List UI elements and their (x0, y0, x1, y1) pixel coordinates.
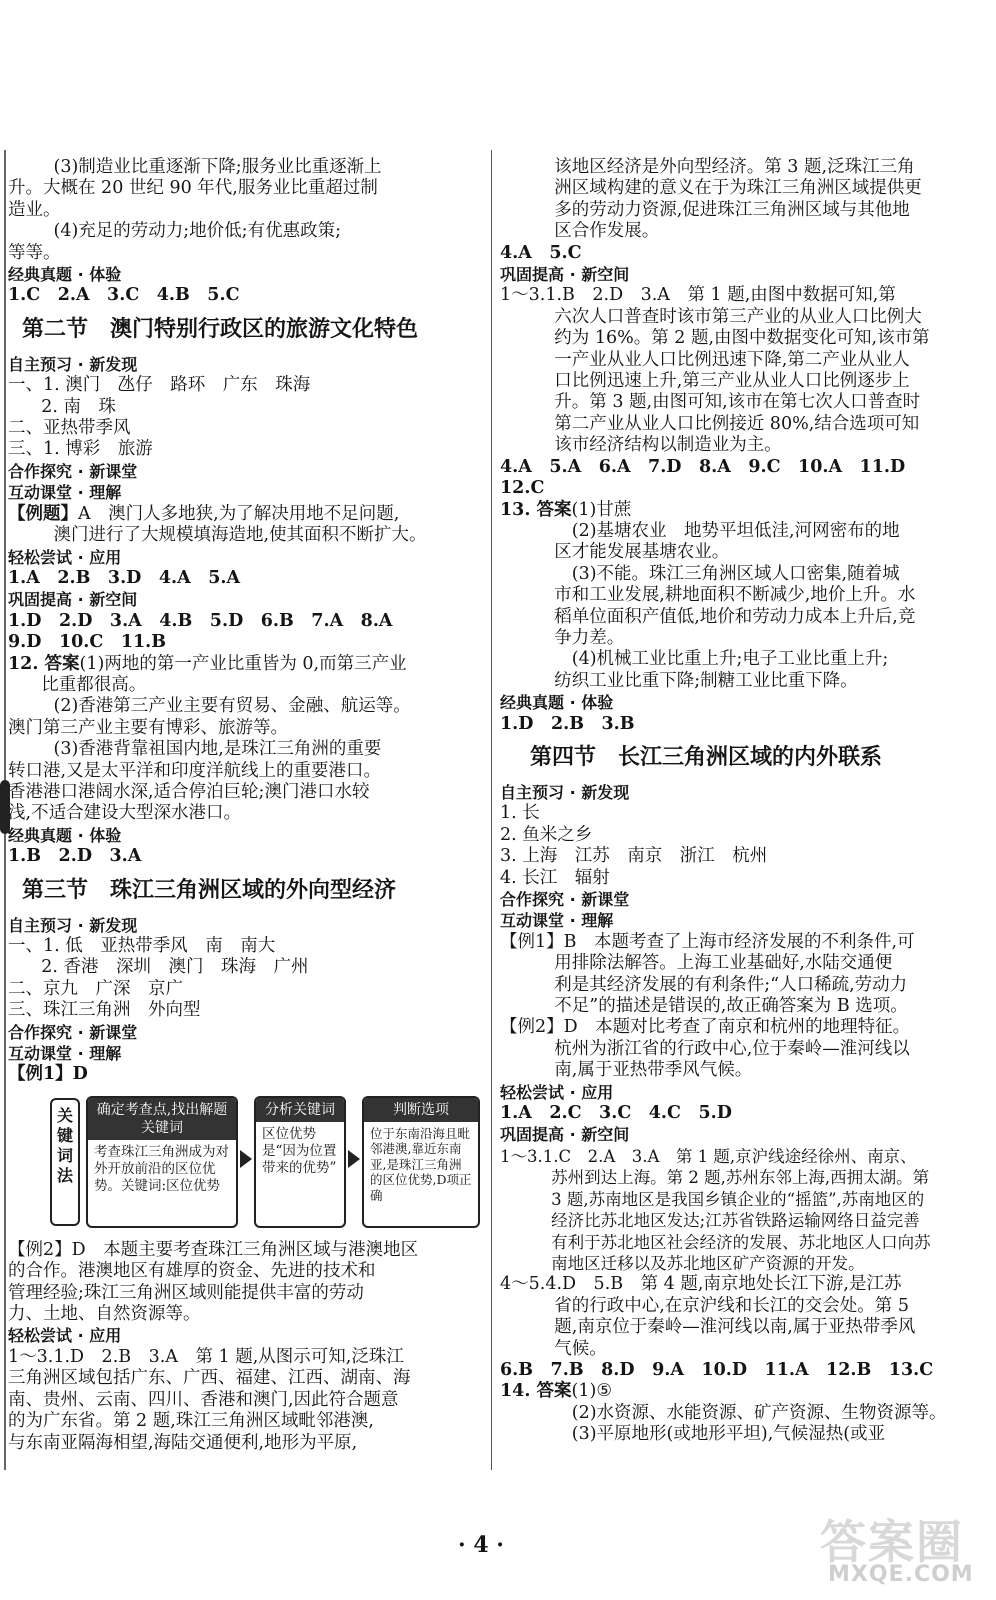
side-char: 词 (56, 1145, 73, 1165)
text-line: 区合作发展。 (554, 221, 660, 242)
text-line: 六次人口普查时该市第三产业的从业人口比例大 (554, 306, 922, 327)
text-line: 1～3.1.C 2.A 3.A 第 1 题,京沪线途经徐州、南京、 (500, 1146, 917, 1166)
section-label: 互动课堂 · 理解 (8, 483, 122, 503)
text-line: 浅,不适合建设大型深水港口。 (8, 803, 242, 824)
text-line: (3)制造业比重逐渐下降;服务业比重逐渐上 (53, 157, 382, 177)
answer-line: 1.A 2.B 3.D 4.A 5.A (8, 567, 241, 588)
text-line: 2. 香港 深圳 澳门 珠海 广州 (41, 957, 309, 978)
answer-line: 4.A 5.A 6.A 7.D 8.A 9.C 10.A 11.D (500, 456, 906, 477)
text-line: 3. 上海 江苏 南京 浙江 杭州 (500, 846, 768, 867)
step-3-body: 位于东南沿海且毗邻港澳,靠近东南亚,是珠江三角洲的区位优势,D项正确 (370, 1125, 472, 1203)
answer-line: 1.C 2.A 3.C 4.B 5.C (8, 285, 240, 306)
text-line: (2)水资源、水能资源、矿产资源、生物资源等。 (571, 1402, 947, 1423)
section-label: 经典真题 · 体验 (8, 265, 122, 285)
section-label: 巩固提高 · 新空间 (8, 590, 138, 610)
side-char: 关 (56, 1105, 73, 1125)
text-line: 气候。 (554, 1338, 607, 1359)
section-label: 轻松尝试 · 应用 (8, 547, 122, 567)
text-line: 第二产业从业人口比例接近 80%,结合选项可知 (554, 413, 920, 434)
answer-line: 1.B 2.D 3.A (8, 846, 142, 867)
step-2-body: 区位优势是“因为位置带来的优势” (262, 1125, 337, 1176)
example-line: 【例1】D (8, 1064, 88, 1085)
arrow-icon (348, 1150, 360, 1168)
text-line: 一、1. 低 亚热带季风 南 南大 (8, 936, 276, 956)
example-tag: 【例题】 (8, 503, 78, 524)
text-line: 争力差。 (554, 627, 625, 648)
text-line: 口比例迅速上升,第三产业从业人口比例逐步上 (554, 371, 910, 392)
step-3-heading: 判断选项 (364, 1098, 478, 1122)
text-line: 力、土地、自然资源等。 (8, 1304, 201, 1325)
side-char: 法 (56, 1165, 73, 1185)
section-title: 第四节 长江三角洲区域的内外联系 (530, 744, 883, 770)
text-line: 市和工业发展,耕地面积不断减少,地价上升。水 (554, 585, 916, 606)
text-line: 杭州为浙江省的行政中心,位于秦岭—淮河线以 (554, 1038, 910, 1059)
watermark-logo: 答案圈 (820, 1515, 964, 1569)
keyword-method-diagram (8, 1088, 486, 1238)
text-line: 省的行政中心,在京沪线和长江的交会处。第 5 (554, 1295, 910, 1316)
text-line: 苏州到达上海。第 2 题,苏州东邻上海,西拥太湖。第 (551, 1168, 930, 1188)
text-line: 纺织工业比重下降;制糖工业比重下降。 (554, 670, 858, 691)
text-line: 1. 长 (500, 803, 540, 824)
text-line: (3)香港背靠祖国内地,是珠江三角洲的重要 (53, 739, 382, 760)
watermark-url: MXQE.COM (828, 1562, 974, 1587)
text-line: 稻单位面积产值低,地价和劳动力成本上升后,竞 (554, 606, 916, 627)
text-line: 区才能发展基塘农业。 (554, 542, 730, 563)
text-line: (4)充足的劳动力;地价低;有优惠政策; (53, 221, 341, 242)
text-line: 一产业从业人口比例迅速下降,第二产业从业人 (554, 349, 910, 370)
text-line: 4～5.4.D 5.B 第 4 题,南京地处长江下游,是江苏 (500, 1274, 902, 1295)
text-line: (4)机械工业比重上升;电子工业比重上升; (571, 649, 889, 670)
answer-head: 14. 答案 (500, 1381, 572, 1402)
text-line: 【例2】D 本题对比考查了南京和杭州的地理特征。 (500, 1017, 911, 1038)
text-line: 约为 16%。第 2 题,由图中数据变化可知,该市第 (554, 328, 930, 349)
text-line: 香港港口港阔水深,适合停泊巨轮;澳门港口水较 (8, 781, 370, 802)
text-line: 南、贵州、云南、四川、香港和澳门,因此符合题意 (8, 1389, 399, 1410)
text-line: 4. 长江 辐射 (500, 867, 610, 888)
section-label: 自主预习 · 新发现 (500, 782, 630, 802)
text-line: 洲区域构建的意义在于为珠江三角洲区域提供更 (554, 178, 922, 199)
section-label: 经典真题 · 体验 (500, 693, 614, 713)
section-label: 合作探究 · 新课堂 (500, 890, 630, 909)
section-title: 第二节 澳门特别行政区的旅游文化特色 (22, 316, 419, 342)
text-line: 【例1】B 本题考查了上海市经济发展的不利条件,可 (500, 931, 915, 952)
example-text: A 澳门人多地狭,为了解决用地不足问题, (78, 503, 400, 524)
section-label: 自主预习 · 新发现 (8, 354, 138, 374)
answer-text: (1)两地的第一产业比重皆为 0,而第三产业 (79, 653, 407, 674)
text-line: 澳门第三产业主要有博彩、旅游等。 (8, 717, 288, 738)
right-column (500, 157, 978, 1446)
answer-text: (1)甘蔗 (571, 499, 632, 520)
answer-line: 4.A 5.C (500, 242, 582, 263)
section-label: 轻松尝试 · 应用 (500, 1082, 614, 1102)
text-line: 澳门进行了大规模填海造地,使其面积不断扩大。 (53, 525, 427, 546)
text-line: (2)基塘农业 地势平坦低洼,河网密布的地 (571, 520, 900, 541)
text-line: 该地区经济是外向型经济。第 3 题,泛珠江三角 (554, 157, 915, 177)
text-line: 的合作。港澳地区有雄厚的资金、先进的技术和 (8, 1261, 376, 1282)
text-line: 的为广东省。第 2 题,珠江三角洲区域毗邻港澳, (8, 1411, 374, 1432)
step-2-heading: 分析关键词 (256, 1098, 344, 1122)
text-line: 题,南京位于秦岭—淮河线以南,属于亚热带季风 (554, 1317, 916, 1338)
answer-line: 6.B 7.B 8.D 9.A 10.D 11.A 12.B 13.C (500, 1359, 934, 1380)
text-line: 一、1. 澳门 氹仔 路环 广东 珠海 (8, 375, 311, 396)
answer-line (8, 654, 486, 675)
section-label: 轻松尝试 · 应用 (8, 1326, 122, 1346)
text-line: (3)不能。珠江三角洲区域人口密集,随着城 (571, 563, 900, 584)
text-line: 升。大概在 20 世纪 90 年代,服务业比重超过制 (8, 178, 378, 199)
text-line: (2)香港第三产业主要有贸易、金融、航运等。 (53, 696, 411, 717)
text-line: 多的劳动力资源,促进珠江三角洲区域与其他地 (554, 199, 910, 220)
arrow-icon (240, 1150, 252, 1168)
text-line: 南地区迁移以及苏北地区矿产资源的开发。 (551, 1253, 865, 1273)
page-number: · 4 · (458, 1532, 504, 1558)
answer-line: 1.D 2.D 3.A 4.B 5.D 6.B 7.A 8.A (8, 610, 393, 631)
answer-line (500, 1381, 978, 1402)
section-label: 巩固提高 · 新空间 (500, 265, 630, 285)
text-line: 造业。 (8, 199, 61, 220)
diagram-step-3 (362, 1096, 480, 1228)
step-1-heading: 确定考查点,找出解题关键词 (88, 1098, 236, 1140)
text-line: 比重都很高。 (41, 674, 147, 695)
text-line: 等等。 (8, 242, 61, 263)
text-line: 转口港,又是太平洋和印度洋航线上的重要港口。 (8, 760, 382, 781)
text-line: 不足”的描述是错误的,故正确答案为 B 选项。 (554, 996, 908, 1017)
text-line: 二、亚热带季风 (8, 418, 131, 439)
text-line: 3 题,苏南地区是我国乡镇企业的“摇篮”,苏南地区的 (551, 1189, 925, 1209)
section-label: 自主预习 · 新发现 (8, 915, 138, 935)
example-line (8, 504, 486, 525)
text-line: 升。第 3 题,由图可知,该市在第七次人口普查时 (554, 392, 921, 413)
answer-line: 12.C (500, 478, 545, 499)
answer-line: 1.A 2.C 3.C 4.C 5.D (500, 1103, 732, 1124)
text-line: 南,属于亚热带季风气候。 (554, 1060, 753, 1081)
step-1-body: 考查珠江三角洲成为对外开放前沿的区位优势。关键词:区位优势 (94, 1143, 229, 1194)
text-line: 2. 南 珠 (41, 396, 117, 417)
text-line: 与东南亚隔海相望,海陆交通便利,地形为平原, (8, 1432, 358, 1453)
section-title: 第三节 珠江三角洲区域的外向型经济 (22, 877, 397, 903)
text-line: 二、京九 广深 京广 (8, 978, 183, 999)
text-line: 三、1. 博彩 旅游 (8, 439, 153, 460)
text-line: 1～3.1.D 2.B 3.A 第 1 题,从图示可知,泛珠江 (8, 1346, 404, 1367)
diagram-step-1 (86, 1096, 238, 1228)
section-label: 互动课堂 · 理解 (500, 911, 614, 931)
section-label: 巩固提高 · 新空间 (500, 1125, 630, 1145)
text-line: 三、珠江三角洲 外向型 (8, 1000, 201, 1021)
text-line: (3)平原地形(或地形平坦),气候湿热(或亚 (571, 1424, 886, 1445)
section-label: 经典真题 · 体验 (8, 825, 122, 845)
section-label: 互动课堂 · 理解 (8, 1044, 122, 1064)
answer-line (500, 500, 978, 521)
text-line: 经济比苏北地区发达;江苏省铁路运输网络日益完善 (551, 1211, 920, 1231)
side-char: 键 (56, 1125, 73, 1145)
text-line: 2. 鱼米之乡 (500, 824, 593, 845)
answer-text: (1)⑤ (571, 1381, 613, 1402)
diagram-side-label (50, 1098, 80, 1226)
section-label: 合作探究 · 新课堂 (8, 1022, 138, 1042)
text-line: 管理经验;珠江三角洲区域则能提供丰富的劳动 (8, 1282, 364, 1303)
text-line: 1～3.1.B 2.D 3.A 第 1 题,由图中数据可知,第 (500, 285, 896, 306)
text-line: 用排除法解答。上海工业基础好,水陆交通便 (554, 953, 893, 974)
section-label: 合作探究 · 新课堂 (8, 461, 138, 481)
answer-line: 1.D 2.B 3.B (500, 713, 635, 734)
column-divider (491, 150, 492, 1470)
text-line: 【例2】D 本题主要考查珠江三角洲区域与港澳地区 (8, 1239, 419, 1260)
text-line: 该市经济结构以制造业为主。 (554, 435, 782, 456)
answer-line: 9.D 10.C 11.B (8, 632, 167, 653)
text-line: 三角洲区域包括广东、广西、福建、江西、湖南、海 (8, 1368, 411, 1389)
answer-head: 12. 答案 (8, 653, 80, 674)
text-line: 有利于苏北地区社会经济的发展、苏北地区人口向苏 (551, 1232, 931, 1252)
left-column (8, 157, 486, 1454)
answer-head: 13. 答案 (500, 499, 572, 520)
diagram-step-2 (254, 1096, 346, 1228)
text-line: 利是其经济发展的有利条件;“人口稀疏,劳动力 (554, 974, 908, 995)
